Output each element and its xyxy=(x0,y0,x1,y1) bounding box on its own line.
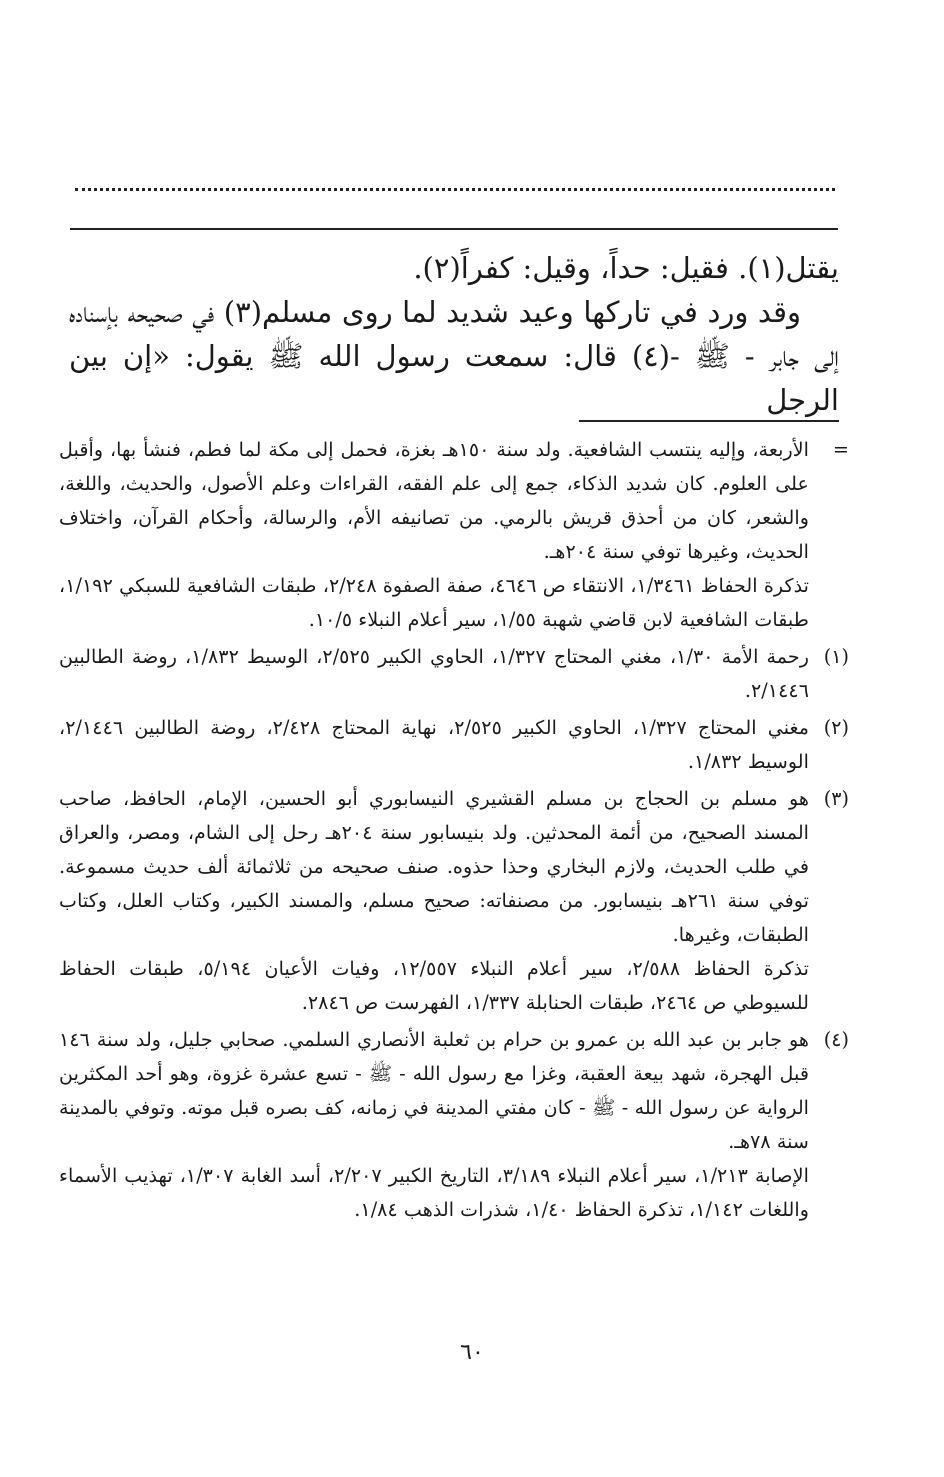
footnote-3 xyxy=(59,782,849,1020)
main-line-1: يقتل(١). فقيل: حداً، وقيل: كفراً(٢). xyxy=(413,251,839,285)
footnote-paragraph: الأربعة، وإليه ينتسب الشافعية. ولد سنة ١٥٠هـ بغزة، فحمل إلى مكة لما فطم، فنشأ بها، وأقبل على العلوم. كان شديد الذكاء، جمع إلى علم الفقه، القراءات وعلم الأصول، والحديث، واللغة، والشعر، كان من أحذق قريش بالرمي. من تصانيفه الأم، والرسالة، وأحكام القرآن، واختلاف الحديث، وغيرها توفي سنة ٢٠٤هـ. xyxy=(59,438,809,563)
footnote-4 xyxy=(59,1023,849,1227)
main-paragraph-2: وقد ورد في تاركها وعيد شديد لما روى مسلم(٣) في صحيحه بإسناده إلى جابر - ﷺ -(٤) قال: سمعت رسول الله ﷺ يقول: «إن بين الرجل xyxy=(69,295,839,417)
footnote-paragraph: الإصابة ١/٢١٣، سير أعلام النبلاء ٣/١٨٩، التاريخ الكبير ٢/٢٠٧، أسد الغابة ١/٣٠٧، تهذيب الأسماء واللغات ١/١٤٢، تذكرة الحفاظ ١/٤٠، شذرات الذهب ١/٨٤. xyxy=(59,1164,809,1221)
footnote-1 xyxy=(59,640,849,708)
page-number: ٦٠ xyxy=(460,1340,484,1365)
footnote-paragraph: هو جابر بن عبد الله بن عمرو بن حرام بن ثعلبة الأنصاري السلمي. صحابي جليل، ولد سنة ١٤٦ قبل الهجرة، شهد بيعة العقبة، وغزا مع رسول الله - ﷺ - تسع عشرة غزوة، وهو أحد المكثرين الرواية عن رسول الله - ﷺ - كان مفتي المدينة في زمانه، كف بصره قبل موته. وتوفي بالمدينة سنة ٧٨هـ. xyxy=(59,1028,809,1153)
footnote-marker: (٤) xyxy=(823,1028,849,1051)
footnote-continued xyxy=(59,433,849,637)
footnote-paragraph: هو مسلم بن الحجاج بن مسلم القشيري النيسابوري أبو الحسين، الإمام، الحافظ، صاحب المسند الصحيح، من أئمة المحدثين. ولد بنيسابور سنة ٢٠٤هـ رحل إلى الشام، ومصر، والعراق في طلب الحديث، ولازم البخاري وحذا حذوه. صنف صحيحه من ثلاثمائة ألف حديث مسموعة. توفي سنة ٢٦١هـ بنيسابور. من مصنفاته: صحيح مسلم، والمسند الكبير، وكتاب العلل، وكتاب الطبقات، وغيرها. xyxy=(59,787,809,946)
footnote-marker: = xyxy=(832,438,849,461)
footnote-rule xyxy=(579,420,839,422)
footnote-paragraph: رحمة الأمة ١/٣٠، مغني المحتاج ١/٣٢٧، الحاوي الكبير ٢/٥٢٥، الوسيط ١/٨٣٢، روضة الطالبين ٢/١٤٤٦. xyxy=(59,645,810,702)
footnote-2 xyxy=(59,711,849,779)
dotted-separator xyxy=(75,168,835,191)
footnote-marker: (٣) xyxy=(823,787,849,810)
footnote-body xyxy=(59,640,809,708)
footnote-paragraph: تذكرة الحفاظ ٢/٥٨٨، سير أعلام النبلاء ١٢/٥٥٧، وفيات الأعيان ٥/١٩٤، طبقات الحفاظ للسيوطي ص ٢٤٦٤، طبقات الحنابلة ١/٣٣٧، الفهرست ص ٢٨٤٦. xyxy=(59,957,809,1014)
footnote-paragraph: مغني المحتاج ١/٣٢٧، الحاوي الكبير ٢/٥٢٥، نهاية المحتاج ٢/٤٢٨، روضة الطالبين ٢/١٤٤٦، الوسيط ١/٨٣٢. xyxy=(59,716,810,773)
footnote-body xyxy=(59,711,809,779)
main-text xyxy=(69,246,839,422)
footnote-body xyxy=(59,782,809,1020)
footnote-paragraph: تذكرة الحفاظ ١/٣٤٦١، الانتقاء ص ٤٦٤٦، صفة الصفوة ٢/٢٤٨، طبقات الشافعية للسبكي ١/١٩٢، طبقات الشافعية لابن قاضي شهبة ١/٥٥، سير أعلام النبلاء ١٠/٥. xyxy=(59,574,810,631)
footnote-body xyxy=(59,433,809,637)
footnote-marker: (١) xyxy=(823,645,849,668)
footnote-marker: (٢) xyxy=(823,716,849,739)
top-rule xyxy=(70,228,838,230)
footnote-body xyxy=(59,1023,809,1227)
footnotes xyxy=(59,433,849,1230)
